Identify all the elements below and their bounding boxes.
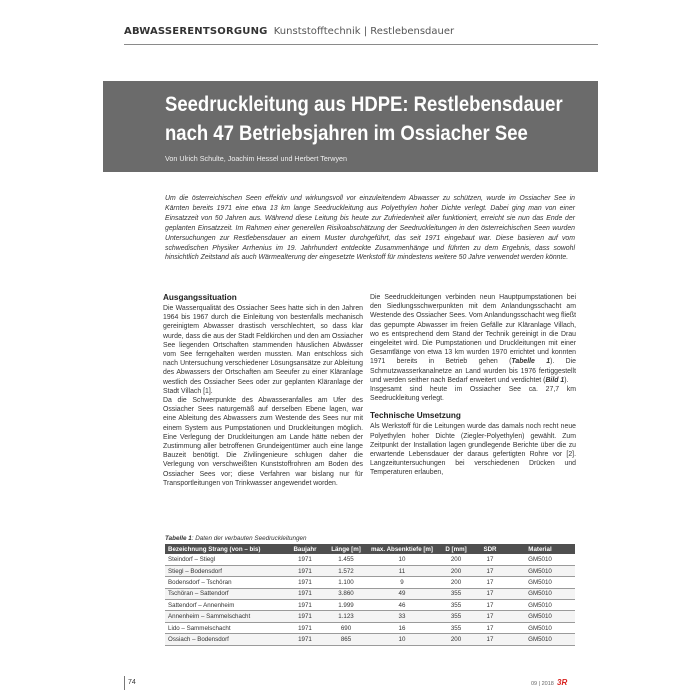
table-cell: 1971 (285, 554, 325, 565)
table-cell: 1971 (285, 565, 325, 576)
table-cell: 200 (437, 577, 475, 588)
header-divider (124, 44, 598, 45)
table-row (165, 634, 575, 645)
table-cell: 1971 (285, 634, 325, 645)
spacer (370, 403, 576, 411)
section-heading-technische-umsetzung: Technische Umsetzung (370, 411, 461, 421)
right-column (370, 293, 576, 478)
table-cell: 1971 (285, 577, 325, 588)
table-cell: 1.123 (325, 611, 367, 622)
table-cell: 355 (437, 588, 475, 599)
article-title (165, 90, 563, 148)
title-line-1: Seedruckleitung aus HDPE: Restlebensdauer (165, 92, 563, 116)
paragraph: Da die Schwerpunkte des Abwasseranfalles am Ufer des Ossiacher Sees naturgemäß auf derselben Ebene lagen, war eine Ableitung des Abwassers zum Westende des Sees nur mit einem System aus Pumpstationen und Druckleitungen möglich. Eine Verlegung der Druckleitungen am Lande hätte neben der Zustimmung aller betroffenen Grundeigentümer auch eine lange Bauzeit benötigt. Die Zivilingenieure schlugen daher die Verlegung von verschweißten Kunststoffrohren am Boden des Ossiacher Sees vor; diese Verfahren war bislang nur für Transportleitungen von Trinkwasser angewendet worden. (163, 397, 363, 487)
table-cell: 1971 (285, 600, 325, 611)
table-cell: Bodensdorf – Tschöran (165, 577, 285, 588)
table-cell: 17 (475, 554, 505, 565)
column-header: Länge [m] (325, 544, 367, 554)
table-header-row (165, 544, 575, 554)
table-cell: GM5010 (505, 634, 575, 645)
table-cell: 11 (367, 565, 437, 576)
table-cell: 49 (367, 588, 437, 599)
article-authors: Von Ulrich Schulte, Joachim Hessel und Herbert Terwyen (165, 154, 348, 163)
paragraph: Als Werkstoff für die Leitungen wurde das damals noch recht neue Polyethylen hoher Dichte (Ziegler-Polyethylen) gewählt. Zum Zeitpunkt der Installation lagen grundlegende Berichte über die zu erwartende Lebensdauer der daraus gefertigten Rohre vor [2]. Langzeituntersuchungen bei verschiedenen Drücken und Temperaturen erlauben, (370, 423, 576, 477)
table-reference: Tabelle 1 (511, 358, 551, 366)
table-cell: 17 (475, 600, 505, 611)
figure-reference: Bild 1 (545, 376, 565, 384)
column-header: SDR (475, 544, 505, 554)
title-line-2: nach 47 Betriebsjahren im Ossiacher See (165, 121, 528, 145)
table-cell: GM5010 (505, 565, 575, 576)
table-cell: 1971 (285, 622, 325, 633)
table-cell: 200 (437, 554, 475, 565)
table-row (165, 622, 575, 633)
column-header: Material (505, 544, 575, 554)
table-cell: 355 (437, 600, 475, 611)
table-cell: Sattendorf – Annenheim (165, 600, 285, 611)
table-cell: 17 (475, 577, 505, 588)
table-cell: 46 (367, 600, 437, 611)
pipeline-data-table (165, 544, 575, 646)
table-cell: 17 (475, 622, 505, 633)
page-number: 74 (128, 679, 136, 686)
table-cell: 865 (325, 634, 367, 645)
column-header: D [mm] (437, 544, 475, 554)
table-cell: 10 (367, 634, 437, 645)
table-cell: Stiegl – Bodensdorf (165, 565, 285, 576)
table-cell: 1.100 (325, 577, 367, 588)
table-cell: 355 (437, 622, 475, 633)
table-row (165, 565, 575, 576)
table-cell: GM5010 (505, 611, 575, 622)
table-cell: 1971 (285, 588, 325, 599)
table-cell: GM5010 (505, 577, 575, 588)
running-header (124, 26, 454, 37)
table-cell: Annenheim – Sammelschacht (165, 611, 285, 622)
table-caption-text: : Daten der verbauten Seedruckleitungen (191, 535, 307, 542)
table-cell: 17 (475, 611, 505, 622)
table-cell: GM5010 (505, 588, 575, 599)
table-cell: 33 (367, 611, 437, 622)
table-cell: Ossiach – Bodensdorf (165, 634, 285, 645)
column-header: max. Absenktiefe [m] (367, 544, 437, 554)
table-cell: 16 (367, 622, 437, 633)
table-row (165, 554, 575, 565)
table-caption (165, 535, 307, 542)
table-row (165, 588, 575, 599)
table-caption-label: Tabelle 1 (165, 535, 192, 542)
table-cell: 1.455 (325, 554, 367, 565)
table-cell: 690 (325, 622, 367, 633)
table-cell: 200 (437, 565, 475, 576)
table-cell: 17 (475, 588, 505, 599)
table-cell: 17 (475, 634, 505, 645)
issue-label: 09 | 2018 (531, 681, 554, 687)
paragraph: Insgesamt sind heute im Ossiacher See ca. 27,7 km Seedruckleitung verlegt. (370, 386, 576, 403)
table-cell: 9 (367, 577, 437, 588)
table-cell: GM5010 (505, 622, 575, 633)
column-header: Bezeichnung Strang (von – bis) (165, 544, 285, 554)
table-cell: 1971 (285, 611, 325, 622)
left-column (163, 293, 363, 488)
table-cell: 1.572 (325, 565, 367, 576)
paragraph: Die Wasserqualität des Ossiacher Sees hatte sich in den Jahren 1964 bis 1967 durch die Einleitung von bestenfalls mechanisch gereinigtem Abwasser drastisch verschlechtert, so dass klar wurde, dass die aus der Stadt Feldkirchen und den am Ossiacher See liegenden Ortschaften stammenden häuslichen Abwässer vom See ferngehalten werden mussten. Man entschloss sich nach Untersuchung verschiedener Lösungsansätze zur Ableitung des Abwassers der Ortschaften am Seeufer zu einer Kläranlage westlich des Ossiacher Sees oder zur geplanten Kläranlage der Stadt Villach [1]. (163, 305, 363, 395)
table-cell: 10 (367, 554, 437, 565)
table-cell: Lido – Sammelschacht (165, 622, 285, 633)
table-cell: Tschöran – Sattendorf (165, 588, 285, 599)
table-cell: Steindorf – Stiegl (165, 554, 285, 565)
paragraph: Die Seedruckleitungen verbinden neun Hauptpumpstationen bei den Siedlungsschwerpunkten mit dem Anlandungsschacht am Westende des Ossiacher Sees. Vom Anlandungsschacht weg fließt das gepumpte Abwasser im freien Gefälle zur Kläranlage Villach, wo es entsprechend dem Stand der Technik gereinigt in die Drau eingeleitet wird. Die Pumpstationen und Druckleitungen mit einer Gesamtlänge von etwa 13 km wurden 1970 errichtet und konnten 1971 bereits in Betrieb gehen (Tabelle 1). Die Schmutzwasserkanalnetze an Land wurden bis 1976 fertiggestellt und werden seither nach Bedarf erweitert und verdichtet (Bild 1). (370, 294, 576, 384)
table-cell: 3.860 (325, 588, 367, 599)
table-cell: 200 (437, 634, 475, 645)
table-cell: GM5010 (505, 554, 575, 565)
table-row (165, 611, 575, 622)
footer-divider (124, 676, 125, 690)
header-section: ABWASSERENTSORGUNG (124, 26, 268, 37)
section-heading-ausgangssituation: Ausgangssituation (163, 293, 237, 302)
publisher-logo: 3R (557, 678, 568, 687)
table-cell: GM5010 (505, 600, 575, 611)
table-row (165, 577, 575, 588)
column-header: Baujahr (285, 544, 325, 554)
table-cell: 1.999 (325, 600, 367, 611)
table-cell: 355 (437, 611, 475, 622)
header-topic: Kunststofftechnik | Restlebensdauer (273, 26, 455, 37)
table-row (165, 600, 575, 611)
article-abstract: Um die österreichischen Seen effektiv und wirkungsvoll vor einzuleitendem Abwasser zu schützen, wurde im Ossiacher See in Kärnten bereits 1971 eine etwa 13 km lange Seedruckleitung aus Polyethylen hoher Dichte verlegt. Dabei ging man von einer Einsatzzeit von 50 Jahren aus. Während diese Leitung bis heute zur Zufriedenheit aller funktioniert, erreicht sie nun das Ende der geplanten Einsatzzeit. Im Rahmen einer generellen Risikoabschätzung der Seedruckleitungen in den österreichischen Seen wurden Untersuchungen zur Restlebensdauer an einem Muster durchgeführt, das seit 1971 eingebaut war. Diese basieren auf vom schwedischen Physiker Arrhenius im 19. Jahrhundert entdeckte Zusammenhänge und führten zu dem Ergebnis, dass sowohl hinsichtlich Zeitstand als auch Wärmealterung der eingesetzte Werkstoff für mindestens weitere 50 Jahre verwendet werden könnte. (165, 195, 575, 262)
table-cell: 17 (475, 565, 505, 576)
